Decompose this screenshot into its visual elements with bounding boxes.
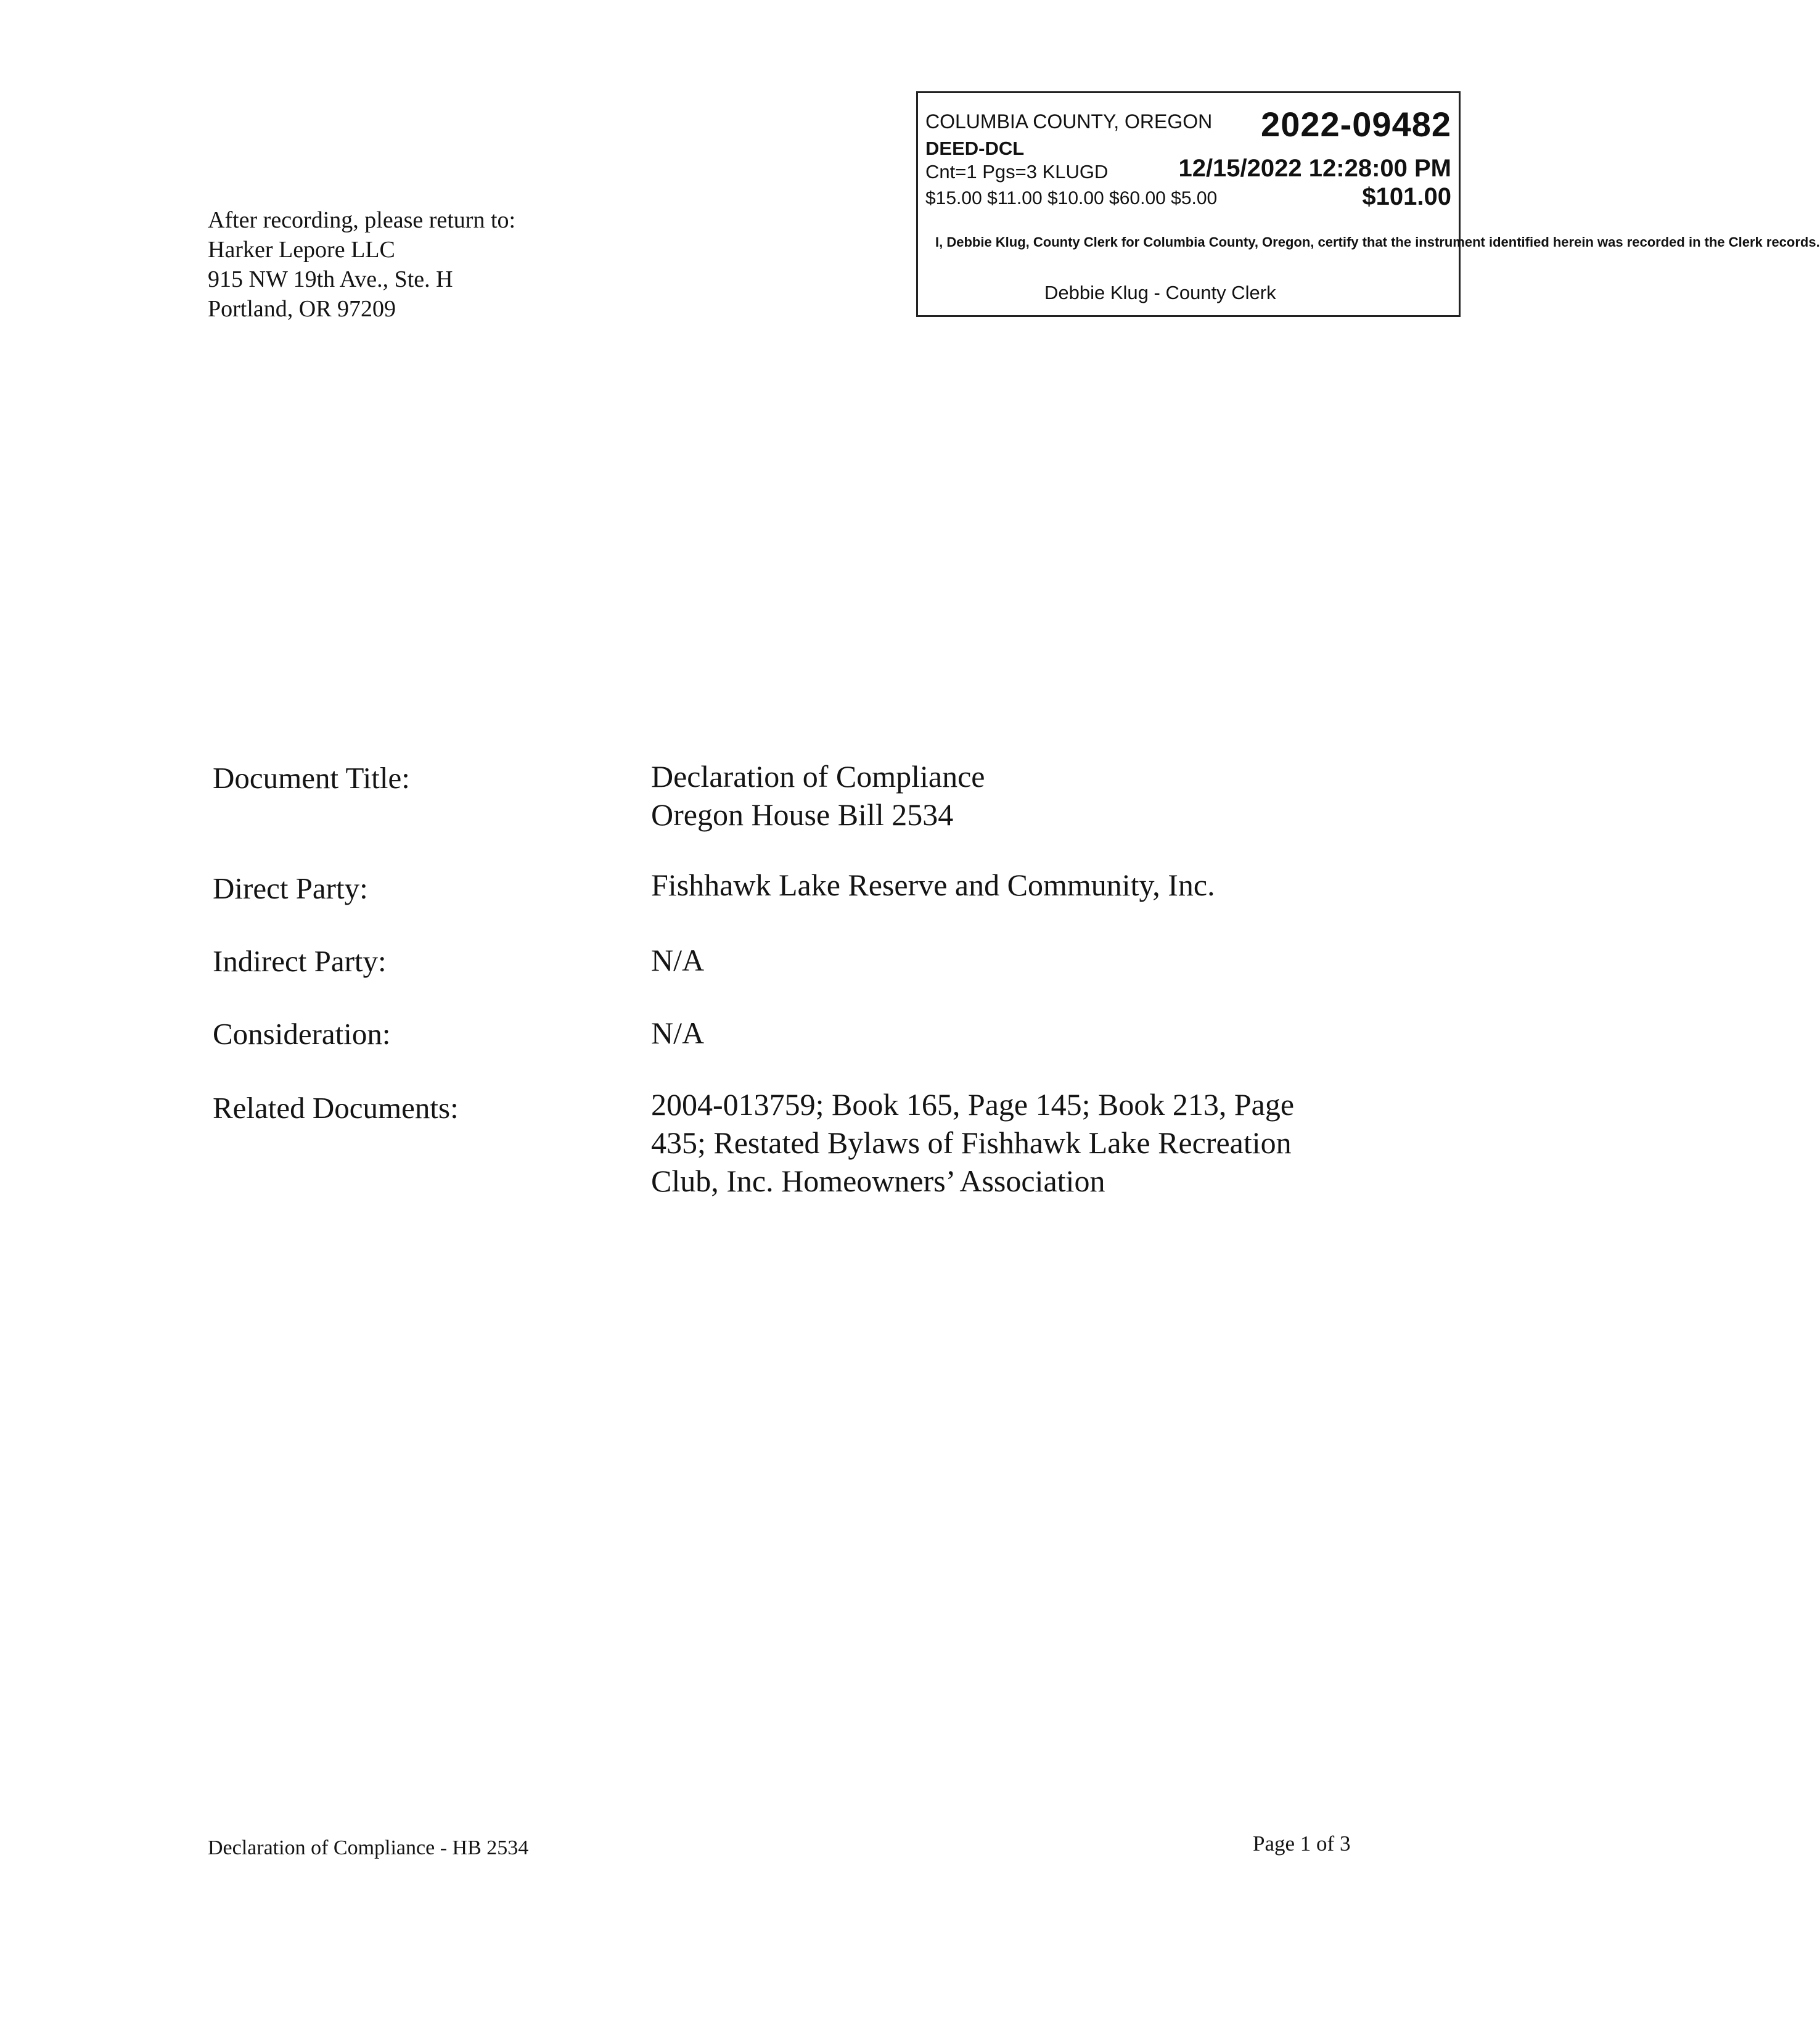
document-title-label: Document Title: bbox=[213, 761, 410, 795]
stamp-count-pages: Cnt=1 Pgs=3 KLUGD bbox=[925, 161, 1109, 183]
footer-document-name: Declaration of Compliance - HB 2534 bbox=[208, 1836, 529, 1859]
indirect-party-value: N/A bbox=[651, 943, 705, 977]
return-address-line: Portland, OR 97209 bbox=[208, 296, 396, 322]
return-address-line: 915 NW 19th Ave., Ste. H bbox=[208, 266, 453, 292]
document-title-line: Declaration of Compliance bbox=[651, 759, 985, 794]
return-address-block bbox=[208, 205, 515, 324]
return-address-heading: After recording, please return to: bbox=[208, 207, 516, 233]
indirect-party-label: Indirect Party: bbox=[213, 944, 387, 978]
stamp-clerk: Debbie Klug - County Clerk bbox=[1044, 282, 1276, 303]
stamp-certification: I, Debbie Klug, County Clerk for Columbia County, Oregon, certify that the instrument identified herein was recorded in the Clerk records. bbox=[935, 234, 1820, 250]
recording-stamp bbox=[916, 91, 1820, 317]
related-documents-label: Related Documents: bbox=[213, 1091, 459, 1125]
related-documents-line: 435; Restated Bylaws of Fishhawk Lake Recreation bbox=[651, 1125, 1292, 1160]
related-documents-value bbox=[651, 1085, 1366, 1200]
document-title-value bbox=[651, 757, 1366, 834]
related-documents-line: Club, Inc. Homeowners’ Association bbox=[651, 1164, 1105, 1198]
footer-page-number: Page 1 of 3 bbox=[1253, 1832, 1351, 1856]
consideration-value: N/A bbox=[651, 1016, 705, 1050]
stamp-document-type: DEED-DCL bbox=[925, 138, 1025, 159]
stamp-document-number: 2022-09482 bbox=[1261, 105, 1451, 144]
direct-party-label: Direct Party: bbox=[213, 871, 368, 905]
document-title-line: Oregon House Bill 2534 bbox=[651, 797, 954, 832]
stamp-recorded-datetime: 12/15/2022 12:28:00 PM bbox=[1178, 155, 1451, 182]
stamp-total: $101.00 bbox=[1362, 183, 1451, 210]
return-address-line: Harker Lepore LLC bbox=[208, 237, 395, 263]
related-documents-line: 2004-013759; Book 165, Page 145; Book 213, Page bbox=[651, 1087, 1295, 1122]
direct-party-value: Fishhawk Lake Reserve and Community, Inc. bbox=[651, 868, 1215, 902]
stamp-county: COLUMBIA COUNTY, OREGON bbox=[925, 110, 1213, 133]
consideration-label: Consideration: bbox=[213, 1017, 391, 1051]
stamp-fees: $15.00 $11.00 $10.00 $60.00 $5.00 bbox=[925, 188, 1218, 208]
